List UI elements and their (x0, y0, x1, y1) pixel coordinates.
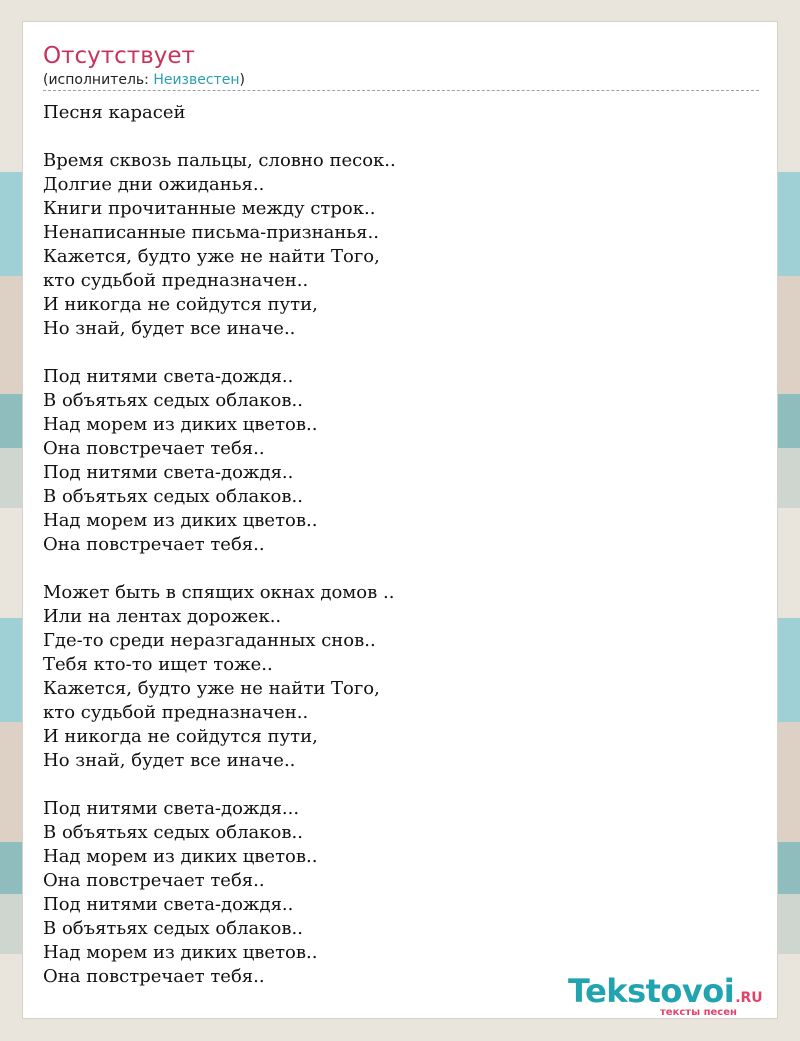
lyric-line: Кажется, будто уже не найти Того, (43, 678, 380, 699)
lyric-line: Или на лентах дорожек.. (43, 606, 282, 627)
lyric-line: В объятьях седых облаков.. (43, 390, 303, 411)
lyric-line (43, 125, 763, 149)
lyric-line: Где-то среди неразгаданных снов.. (43, 630, 376, 651)
lyric-line: Под нитями света-дождя... (43, 798, 300, 819)
lyric-line: Песня карасей (43, 102, 186, 123)
lyric-line: Она повстречает тебя.. (43, 438, 265, 459)
lyric-line: И никогда не сойдутся пути, (43, 726, 318, 747)
lyric-line: В объятьях седых облаков.. (43, 486, 303, 507)
lyrics-card (22, 21, 778, 1019)
logo-tagline: тексты песен (660, 1007, 737, 1018)
logo-wordmark: Tekstovoi (568, 972, 735, 1010)
lyric-line: кто судьбой предназначен.. (43, 702, 309, 723)
lyric-line: Тебя кто-то ищет тоже.. (43, 654, 273, 675)
lyric-line: Под нитями света-дождя.. (43, 894, 294, 915)
lyric-line (43, 773, 763, 797)
lyric-line: Над морем из диких цветов.. (43, 846, 318, 867)
lyrics-text (43, 101, 763, 989)
lyric-line: Над морем из диких цветов.. (43, 414, 318, 435)
lyric-line: В объятьях седых облаков.. (43, 822, 303, 843)
lyric-line: кто судьбой предназначен.. (43, 270, 309, 291)
lyric-line: Под нитями света-дождя.. (43, 366, 294, 387)
lyric-line: Но знай, будет все иначе.. (43, 318, 296, 339)
lyric-line: В объятьях седых облаков.. (43, 918, 303, 939)
artist-link[interactable]: Неизвестен (153, 72, 240, 88)
title-divider (43, 90, 759, 91)
lyric-line: Над морем из диких цветов.. (43, 942, 318, 963)
lyric-line: Книги прочитанные между строк.. (43, 198, 376, 219)
lyric-line: Долгие дни ожиданья.. (43, 174, 265, 195)
logo-tld: .RU (735, 990, 763, 1006)
artist-prefix: (исполнитель: (43, 72, 154, 88)
lyric-line: Она повстречает тебя.. (43, 966, 265, 987)
lyric-line: Время сквозь пальцы, словно песок.. (43, 150, 396, 171)
artist-suffix: ) (239, 72, 245, 88)
lyric-line (43, 341, 763, 365)
song-title: Отсутствует (43, 43, 195, 69)
lyric-line: Она повстречает тебя.. (43, 534, 265, 555)
artist-line (43, 71, 245, 89)
lyric-line: Над морем из диких цветов.. (43, 510, 318, 531)
lyric-line: Ненаписанные письма-признанья.. (43, 222, 379, 243)
lyric-line: Под нитями света-дождя.. (43, 462, 294, 483)
lyric-line: Она повстречает тебя.. (43, 870, 265, 891)
lyric-line (43, 557, 763, 581)
site-logo[interactable] (568, 972, 778, 1018)
lyric-line: Кажется, будто уже не найти Того, (43, 246, 380, 267)
lyric-line: И никогда не сойдутся пути, (43, 294, 318, 315)
lyric-line: Но знай, будет все иначе.. (43, 750, 296, 771)
lyric-line: Может быть в спящих окнах домов .. (43, 582, 395, 603)
